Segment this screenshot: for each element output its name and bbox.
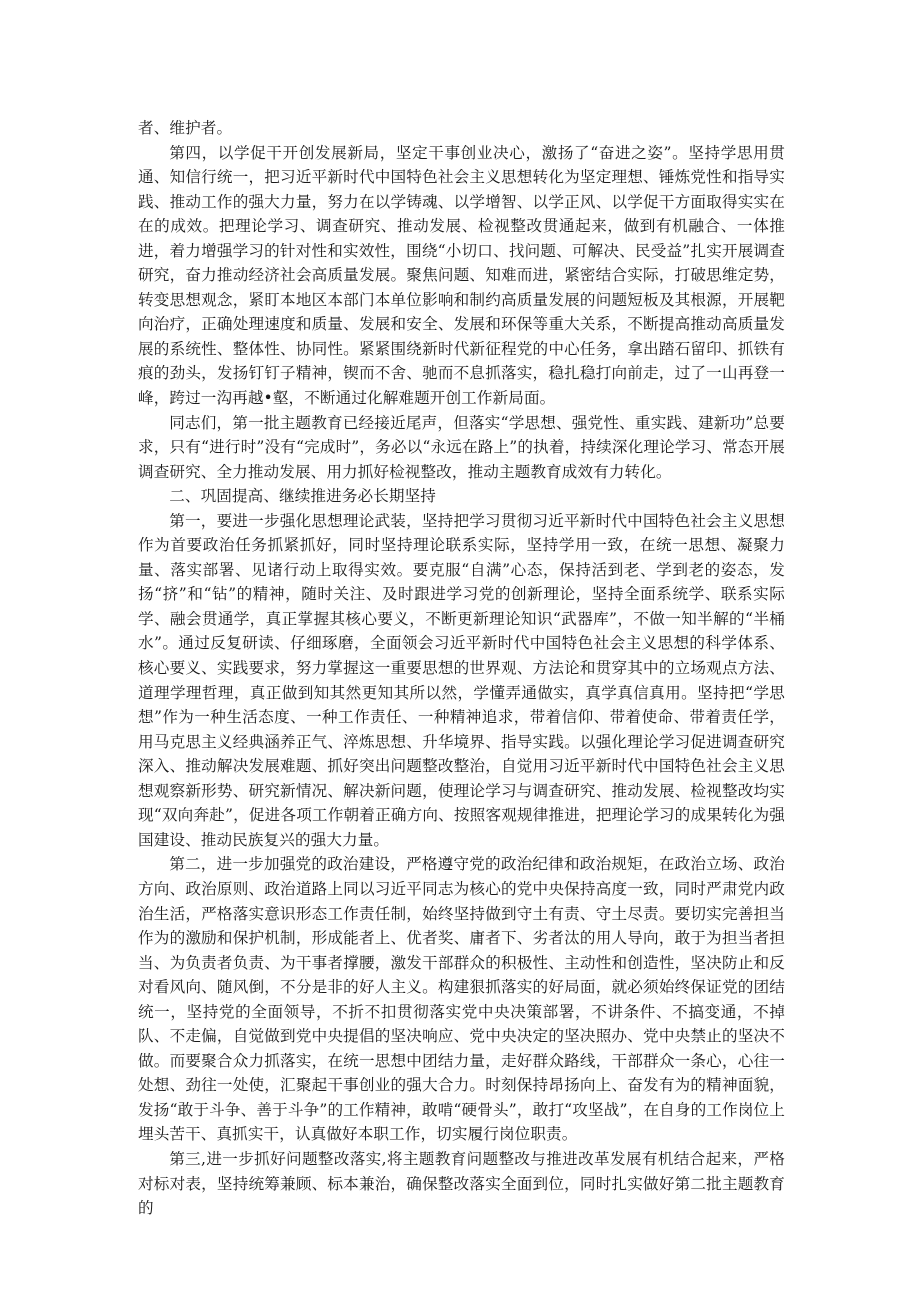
paragraph-third-point: 第三,进一步抓好问题整改落实,将主题教育问题整改与推进改革发展有机结合起来，严格对标对表，坚持统筹兼顾、标本兼治，确保整改落实全面到位，同时扎实做好第二批主题教育的 [138, 1149, 785, 1218]
paragraph-fourth-point: 第四，以学促干开创发展新局，坚定干事创业决心，激扬了“奋进之姿”。坚持学思用贯通、知信行统一，把习近平新时代中国特色社会主义思想转化为坚定理想、锤炼党性和指导实践、推动工作的强大力量，努力在以学铸魂、以学增智、以学正风、以学促干方面取得实实在在的成效。把理论学习、调查研究、推动发展、检视整改贯通起来，做到有机融合、一体推进，着力增强学习的针对性和实效性，围绕“小切口、找问题、可解决、民受益”扎实开展调查研究，奋力推动经济社会高质量发展。聚焦问题、知难而进，紧密结合实际，打破思维定势，转变思想观念，紧盯本地区本部门本单位影响和制约高质量发展的问题短板及其根源，开展靶向治疗，正确处理速度和质量、发展和安全、发展和环保等重大关系，不断提高推动高质量发展的系统性、整体性、协同性。紧紧围绕新时代新征程党的中心任务，拿出踏石留印、抓铁有痕的劲头，发扬钉钉子精神，锲而不舍、驰而不息抓落实，稳扎稳打向前走，过了一山再登一峰，跨过一沟再越•壑，不断通过化解难题开创工作新局面。 [138, 143, 785, 408]
paragraph-comrades: 同志们，第一批主题教育已经接近尾声，但落实“学思想、强党性、重实践、建新功”总要求，只有“进行时”没有“完成时”，务必以“永远在路上”的执着，持续深化理论学习、常态开展调查研究、全力推动发展、用力抓好检视整改，推动主题教育成效有力转化。 [138, 413, 785, 481]
document-page [138, 116, 785, 1221]
paragraph-second-point: 第二，进一步加强党的政治建设，严格遵守党的政治纪律和政治规矩，在政治立场、政治方向、政治原则、政治道路上同以习近平同志为核心的党中央保持高度一致，同时严肃党内政治生活，严格落实意识形态工作责任制，始终坚持做到守土有责、守土尽责。要切实完善担当作为的激励和保护机制，形成能者上、优者奖、庸者下、劣者汰的用人导向，敢于为担当者担当、为负责者负责、为干事者撑腰，激发干部群众的积极性、主动性和创造性，坚决防止和反对看风向、随风倒，不分是非的好人主义。构建狠抓落实的好局面，就必须始终保证党的团结统一，坚持党的全面领导，不折不扣贯彻落实党中央决策部署，不讲条件、不搞变通，不掉队、不走偏，自觉做到党中央提倡的坚决响应、党中央决定的坚决照办、党中央禁止的坚决不做。而要聚合众力抓落实，在统一思想中团结力量，走好群众路线，干部群众一条心，心往一处想、劲往一处使，汇聚起干事创业的强大合力。时刻保持昂扬向上、奋发有为的精神面貌，发扬“敢于斗争、善于斗争”的工作精神，敢啃“硬骨头”，敢打“攻坚战”，在自身的工作岗位上埋头苦干、真抓实干，认真做好本职工作，切实履行岗位职责。 [138, 855, 785, 1144]
paragraph-first-point: 第一，要进一步强化思想理论武装，坚持把学习贯彻习近平新时代中国特色社会主义思想作为首要政治任务抓紧抓好，同时坚持理论联系实际，坚持学用一致，在统一思想、凝聚力量、落实部署、见诸行动上取得实效。要克服“自满”心态，保持活到老、学到老的姿态，发扬“挤”和“钻”的精神，随时关注、及时跟进学习党的创新理论，坚持全面系统学、联系实际学、融会贯通学，真正掌握其核心要义，不断更新理论知识“武器库”，不做一知半解的“半桶水”。通过反复研读、仔细琢磨，全面领会习近平新时代中国特色社会主义思想的科学体系、核心要义、实践要求，努力掌握这一重要思想的世界观、方法论和贯穿其中的立场观点方法、道理学理哲理，真正做到知其然更知其所以然，学懂弄通做实，真学真信真用。坚持把“学思想”作为一种生活态度、一种工作责任、一种精神追求，带着信仰、带着使命、带着责任学，用马克思主义经典涵养正气、淬炼思想、升华境界、指导实践。以强化理论学习促进调查研究深入、推动解决发展难题、抓好突出问题整改整治，自觉用习近平新时代中国特色社会主义思想观察新形势、研究新情况、解决新问题，使理论学习与调查研究、推动发展、检视整改均实现“双向奔赴”，促进各项工作朝着正确方向、按照客观规律推进，把理论学习的成果转化为强国建设、推动民族复兴的强大力量。 [138, 511, 785, 849]
section-heading-two: 二、巩固提高、继续推进务必长期坚持 [169, 487, 436, 506]
paragraph-continuation: 者、维护者。 [138, 119, 233, 137]
